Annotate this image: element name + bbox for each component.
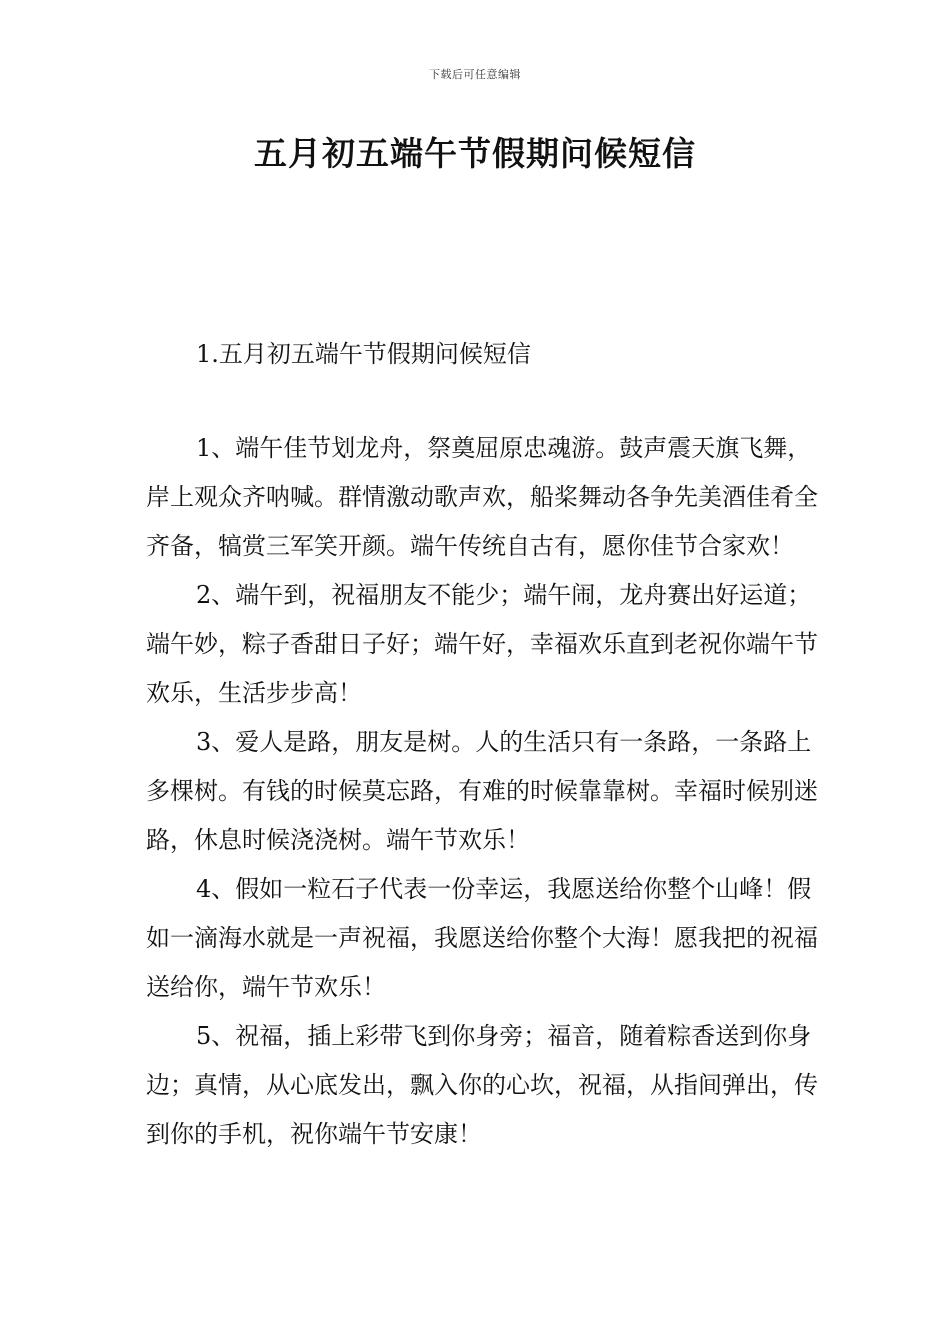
paragraph-3: 3、爱人是路，朋友是树。人的生活只有一条路，一条路上多棵树。有钱的时候莫忘路，有难的时候靠靠树。幸福时候别迷路，休息时候浇浇树。端午节欢乐！	[146, 728, 818, 854]
body-text	[146, 424, 826, 1159]
header-note: 下载后可任意编辑	[429, 68, 521, 81]
document-title: 五月初五端午节假期问候短信	[254, 134, 696, 173]
paragraph-4: 4、假如一粒石子代表一份幸运，我愿送给你整个山峰！假如一滴海水就是一声祝福，我愿送给你整个大海！愿我把的祝福送给你，端午节欢乐！	[146, 875, 818, 1001]
paragraph-5: 5、祝福，插上彩带飞到你身旁；福音，随着粽香送到你身边；真情，从心底发出，飘入你的心坎，祝福，从指间弹出，传到你的手机，祝你端午节安康！	[146, 1022, 818, 1148]
paragraph-2: 2、端午到，祝福朋友不能少；端午闹，龙舟赛出好运道；端午妙，粽子香甜日子好；端午好，幸福欢乐直到老祝你端午节欢乐，生活步步高！	[146, 581, 818, 707]
paragraph-1: 1、端午佳节划龙舟，祭奠屈原忠魂游。鼓声震天旗飞舞，岸上观众齐呐喊。群情激动歌声欢，船桨舞动各争先美酒佳肴全齐备，犒赏三军笑开颜。端午传统自古有，愿你佳节合家欢！	[146, 434, 818, 560]
section-heading: 1.五月初五端午节假期问候短信	[196, 340, 531, 368]
